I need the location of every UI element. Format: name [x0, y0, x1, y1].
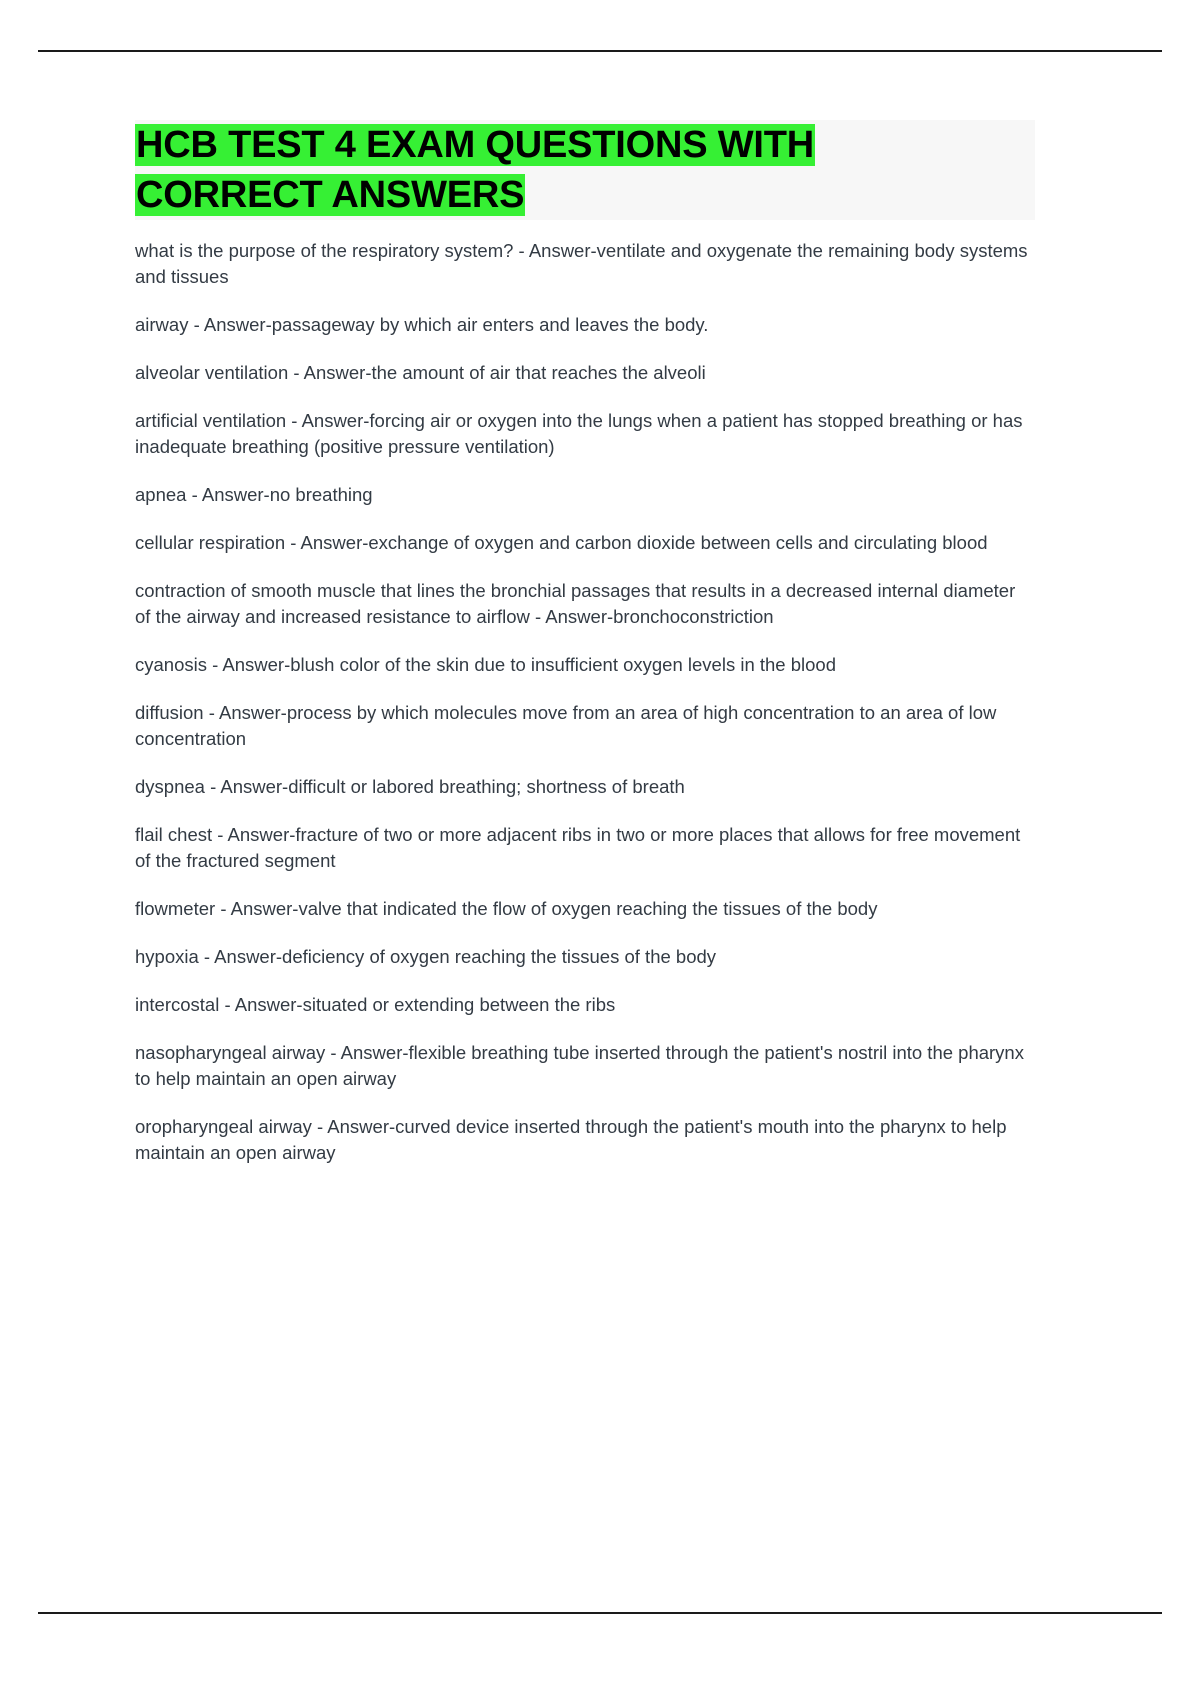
qa-entry: flail chest - Answer-fracture of two or more adjacent ribs in two or more places that allows for free movement of the fractured segment [135, 824, 1021, 871]
page-title-line-1: HCB TEST 4 EXAM QUESTIONS WITH [136, 124, 815, 166]
qa-entry: apnea - Answer-no breathing [135, 484, 373, 505]
footer-divider-line [38, 1612, 1162, 1614]
qa-entry: alveolar ventilation - Answer-the amount of air that reaches the alveoli [135, 362, 706, 383]
qa-entry: contraction of smooth muscle that lines the bronchial passages that results in a decreased internal diameter of the airway and increased resistance to airflow - Answer-bronchoconstriction [135, 580, 1016, 627]
qa-entry: hypoxia - Answer-deficiency of oxygen reaching the tissues of the body [135, 946, 717, 967]
qa-entry: cellular respiration - Answer-exchange of oxygen and carbon dioxide between cells and circulating blood [135, 532, 988, 553]
qa-entry: oropharyngeal airway - Answer-curved device inserted through the patient's mouth into the pharynx to help maintain an open airway [135, 1116, 1007, 1163]
qa-entry: airway - Answer-passageway by which air enters and leaves the body. [135, 314, 709, 335]
qa-entry: diffusion - Answer-process by which molecules move from an area of high concentration to an area of low concentration [135, 702, 997, 749]
page-title-block [135, 120, 1035, 220]
qa-entry: flowmeter - Answer-valve that indicated the flow of oxygen reaching the tissues of the body [135, 898, 878, 919]
qa-entry: artificial ventilation - Answer-forcing air or oxygen into the lungs when a patient has stopped breathing or has inadequate breathing (positive pressure ventilation) [135, 410, 1023, 457]
qa-entry-list [135, 238, 1035, 1166]
page-title [135, 120, 1035, 220]
qa-entry: dyspnea - Answer-difficult or labored breathing; shortness of breath [135, 776, 685, 797]
page-title-line-2: CORRECT ANSWERS [136, 174, 525, 216]
qa-entry: nasopharyngeal airway - Answer-flexible breathing tube inserted through the patient's nostril into the pharynx to help maintain an open airway [135, 1042, 1024, 1089]
document-content [135, 120, 1035, 1166]
qa-entry: intercostal - Answer-situated or extending between the ribs [135, 994, 616, 1015]
header-divider-line [38, 50, 1162, 52]
qa-entry: cyanosis - Answer-blush color of the skin due to insufficient oxygen levels in the blood [135, 654, 836, 675]
qa-entry: what is the purpose of the respiratory system? - Answer-ventilate and oxygenate the remaining body systems and tissues [135, 240, 1028, 287]
